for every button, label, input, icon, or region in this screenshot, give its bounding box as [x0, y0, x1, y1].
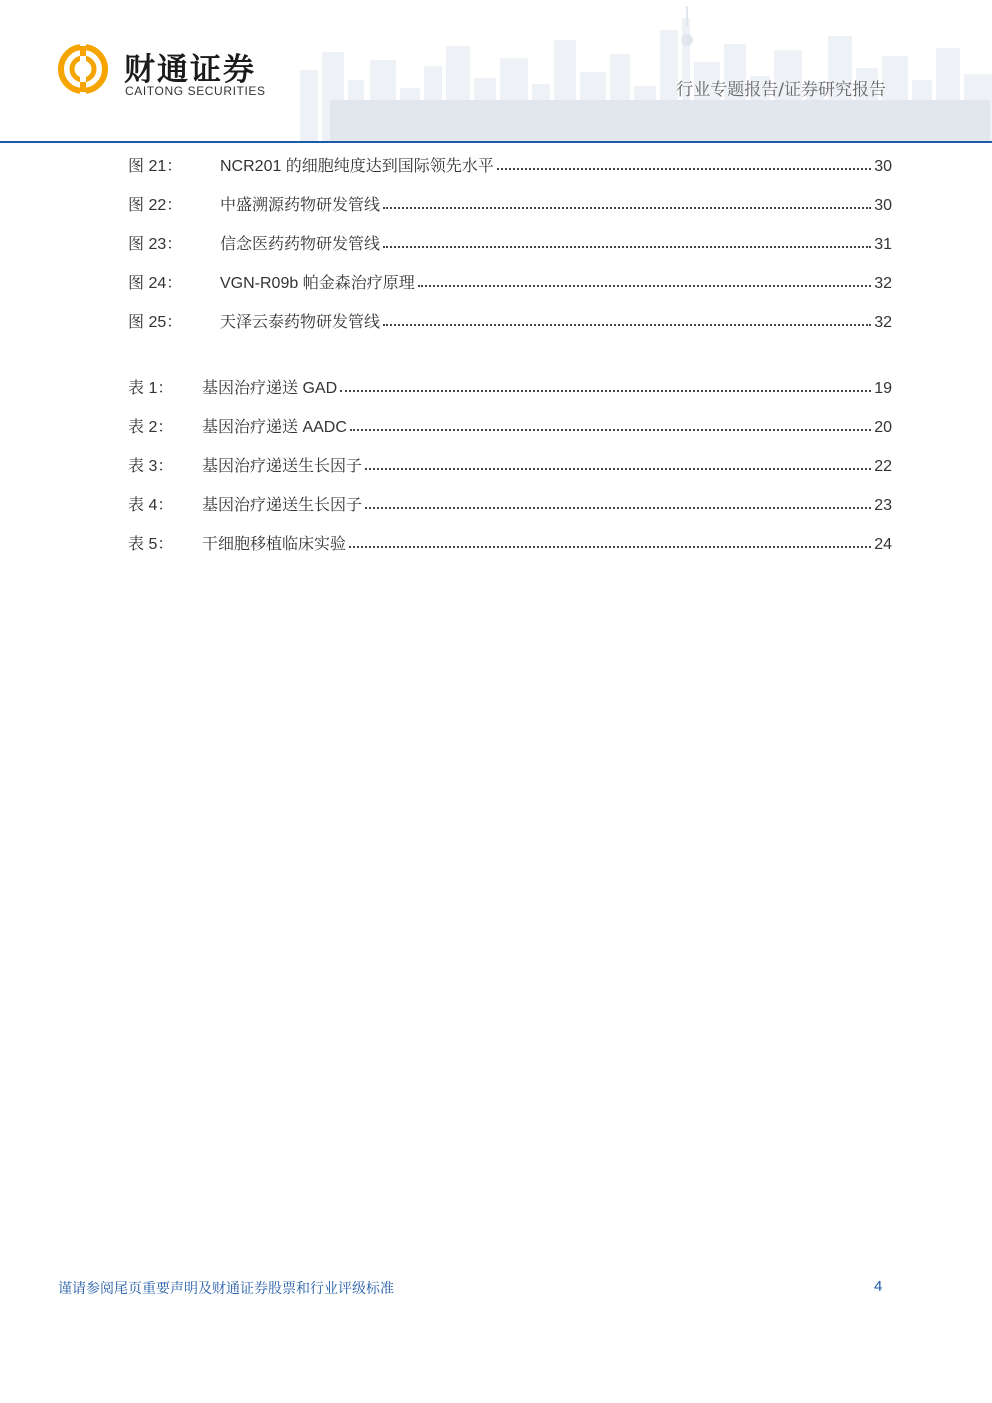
dot-leader — [383, 324, 871, 326]
toc-entry-page: 23 — [874, 497, 892, 514]
toc-entry-title: 基因治疗递送 GAD — [202, 380, 338, 397]
toc-entry-page: 19 — [874, 380, 892, 397]
toc-entry-figure[interactable] — [128, 189, 892, 215]
toc-entry-label: 表 4： — [128, 497, 174, 514]
dot-leader — [349, 546, 871, 548]
toc-entry-page: 32 — [874, 314, 892, 331]
toc-entry-table[interactable] — [128, 450, 892, 476]
toc-entry-figure[interactable] — [128, 267, 892, 293]
dot-leader — [418, 285, 872, 287]
toc-entry-title: VGN-R09b 帕金森治疗原理 — [220, 275, 415, 292]
toc-entry-page: 20 — [874, 419, 892, 436]
toc-entry-title: 基因治疗递送 AADC — [202, 419, 347, 436]
toc-entry-figure[interactable] — [128, 228, 892, 254]
toc-entry-page: 31 — [874, 236, 892, 253]
page-header — [0, 0, 992, 146]
toc-entry-label: 图 23： — [128, 236, 183, 253]
brand-name-chinese: 财通证券 — [124, 52, 256, 88]
caitong-logo-icon — [58, 38, 108, 100]
toc-entry-label: 图 22： — [128, 197, 183, 214]
toc-entry-table[interactable] — [128, 489, 892, 515]
toc-entry-page: 30 — [874, 158, 892, 175]
toc-entry-label: 图 24： — [128, 275, 183, 292]
toc-entry-table[interactable] — [128, 411, 892, 437]
header-divider — [0, 141, 992, 143]
toc-entry-label: 表 2： — [128, 419, 174, 436]
toc-entry-title: NCR201 的细胞纯度达到国际领先水平 — [220, 158, 494, 175]
dot-leader — [340, 390, 871, 392]
toc-entry-title: 中盛溯源药物研发管线 — [220, 197, 381, 214]
toc-entry-page: 32 — [874, 275, 892, 292]
dot-leader — [383, 207, 871, 209]
dot-leader — [497, 168, 871, 170]
brand-name-english: CAITONG SECURITIES — [125, 84, 266, 98]
toc-entry-table[interactable] — [128, 528, 892, 554]
toc-entry-title: 信念医药药物研发管线 — [220, 236, 381, 253]
dot-leader — [365, 468, 871, 470]
toc-entry-title: 基因治疗递送生长因子 — [202, 458, 363, 475]
toc-entry-page: 22 — [874, 458, 892, 475]
toc-entry-label: 表 5： — [128, 536, 174, 553]
toc-entry-page: 24 — [874, 536, 892, 553]
toc-entry-page: 30 — [874, 197, 892, 214]
footer-disclaimer: 谨请参阅尾页重要声明及财通证券股票和行业评级标准 — [58, 1281, 394, 1297]
toc-entry-figure[interactable] — [128, 306, 892, 332]
toc-entry-table[interactable] — [128, 372, 892, 398]
page-number: 4 — [874, 1278, 883, 1295]
dot-leader — [350, 429, 871, 431]
dot-leader — [365, 507, 871, 509]
report-type: 行业专题报告/证券研究报告 — [676, 80, 886, 100]
dot-leader — [383, 246, 871, 248]
toc-entry-title: 天泽云泰药物研发管线 — [220, 314, 381, 331]
toc-entry-title: 干细胞移植临床实验 — [202, 536, 347, 553]
toc-entry-label: 图 25： — [128, 314, 183, 331]
toc-entry-title: 基因治疗递送生长因子 — [202, 497, 363, 514]
toc-entry-figure[interactable] — [128, 150, 892, 176]
toc-entry-label: 表 3： — [128, 458, 174, 475]
toc-entry-label: 表 1： — [128, 380, 174, 397]
toc-entry-label: 图 21： — [128, 158, 183, 175]
